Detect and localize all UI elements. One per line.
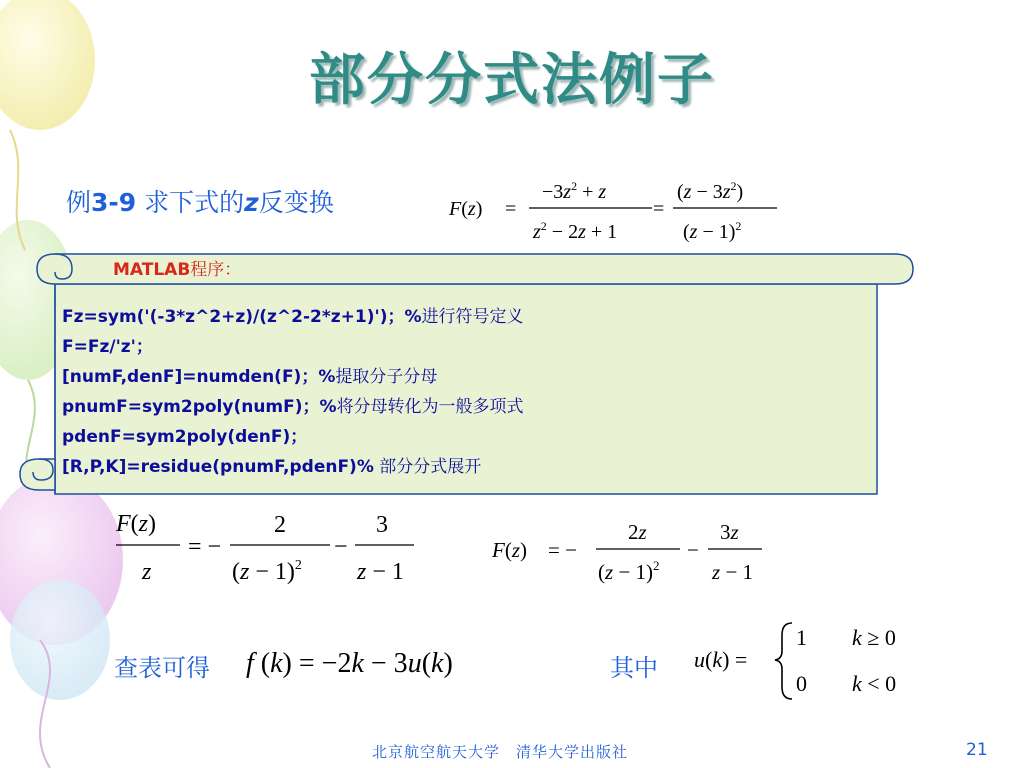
matlab-label-main: MATLAB bbox=[113, 260, 191, 280]
code-line bbox=[62, 422, 524, 452]
code-line bbox=[62, 452, 524, 482]
code-line bbox=[62, 392, 524, 422]
matlab-label-suffix: 程序： bbox=[190, 260, 242, 280]
example-var: z bbox=[244, 188, 259, 217]
example-text-b: 反变换 bbox=[258, 188, 334, 217]
formula-uk bbox=[692, 615, 932, 705]
footer-publisher: 北京航空航天大学 清华大学出版社 bbox=[372, 743, 629, 761]
svg-text:3z: 3z bbox=[720, 520, 739, 544]
code-text: [R,P,K]=residue(pnumF,pdenF)% bbox=[62, 457, 374, 477]
svg-text:=: = bbox=[505, 198, 517, 220]
formula-fz-over-z bbox=[112, 505, 422, 595]
code-comment-marker: % bbox=[319, 397, 337, 417]
page-number: 21 bbox=[966, 740, 988, 760]
code-comment: 进行符号定义 bbox=[421, 307, 524, 327]
svg-text:−3z2 + z: $-3z^2 + z$ bbox=[542, 179, 607, 203]
svg-text:2z: 2z bbox=[628, 520, 647, 544]
where-text: 其中 bbox=[610, 654, 658, 682]
lookup-text: 查表可得 bbox=[114, 654, 210, 682]
svg-text:f (k) = −2k − 3u(k): f (k) = −2k − 3u(k) bbox=[246, 648, 453, 679]
svg-text:(z − 1)2: $(z - 1)^2$ bbox=[683, 219, 742, 243]
svg-text:z2 − 2z + 1: $z^2 - 2z + 1$ bbox=[533, 219, 618, 243]
svg-text:(z − 1)2: $(z - 1)^2$ bbox=[232, 558, 302, 585]
svg-text:1: 1 bbox=[796, 625, 807, 650]
svg-text:k < 0: k < 0 bbox=[852, 671, 897, 696]
svg-text:0: 0 bbox=[796, 671, 807, 696]
code-line bbox=[62, 362, 524, 392]
slide-title: 部分分式法例子 bbox=[309, 48, 715, 113]
svg-text:z − 1: z − 1 bbox=[712, 560, 754, 584]
formula-fk bbox=[244, 640, 524, 685]
code-block bbox=[62, 302, 524, 482]
example-number: 3-9 bbox=[91, 188, 137, 217]
svg-text:−: − bbox=[334, 534, 348, 560]
svg-text:F(z): F(z) bbox=[449, 198, 483, 220]
svg-text:2: 2 bbox=[274, 512, 286, 538]
svg-text:k ≥ 0: k ≥ 0 bbox=[852, 625, 896, 650]
code-comment-marker: % bbox=[404, 307, 422, 327]
code-text: [numF,denF]=numden(F)； bbox=[62, 367, 319, 387]
example-text-a: 求下式的 bbox=[136, 188, 245, 217]
formula-fz-expansion bbox=[490, 515, 770, 590]
code-text: pdenF=sym2poly(denF)； bbox=[62, 427, 308, 447]
svg-text:3: 3 bbox=[376, 512, 388, 538]
code-comment: 部分分式展开 bbox=[373, 457, 482, 477]
formula-fz bbox=[447, 172, 782, 246]
svg-text:(z − 3z2): $(z - 3z^2)$ bbox=[677, 179, 744, 203]
example-heading bbox=[66, 183, 334, 219]
svg-text:=: = bbox=[653, 198, 665, 220]
matlab-label bbox=[113, 255, 241, 280]
svg-text:(z − 1)2: $(z - 1)^2$ bbox=[598, 558, 660, 584]
svg-text:z: z bbox=[142, 559, 152, 585]
svg-text:F(z): F(z) bbox=[492, 538, 528, 562]
code-text: Fz=sym('(-3*z^2+z)/(z^2-2*z+1)')； bbox=[62, 307, 405, 327]
svg-text:F(z): F(z) bbox=[116, 511, 157, 537]
code-text: pnumF=sym2poly(numF)； bbox=[62, 397, 320, 417]
code-text: F=Fz/'z'； bbox=[62, 337, 153, 357]
svg-text:= −: = − bbox=[188, 534, 222, 560]
code-comment-marker: % bbox=[318, 367, 336, 387]
code-line bbox=[62, 332, 524, 362]
svg-text:−: − bbox=[687, 538, 699, 562]
code-comment: 将分母转化为一般多项式 bbox=[336, 397, 524, 417]
svg-text:z − 1: z − 1 bbox=[357, 559, 404, 585]
example-prefix: 例 bbox=[66, 188, 92, 217]
code-comment: 提取分子分母 bbox=[335, 367, 438, 387]
code-line bbox=[62, 302, 524, 332]
svg-text:= −: = − bbox=[548, 538, 577, 562]
svg-text:u(k) =: u(k) = bbox=[694, 647, 748, 672]
